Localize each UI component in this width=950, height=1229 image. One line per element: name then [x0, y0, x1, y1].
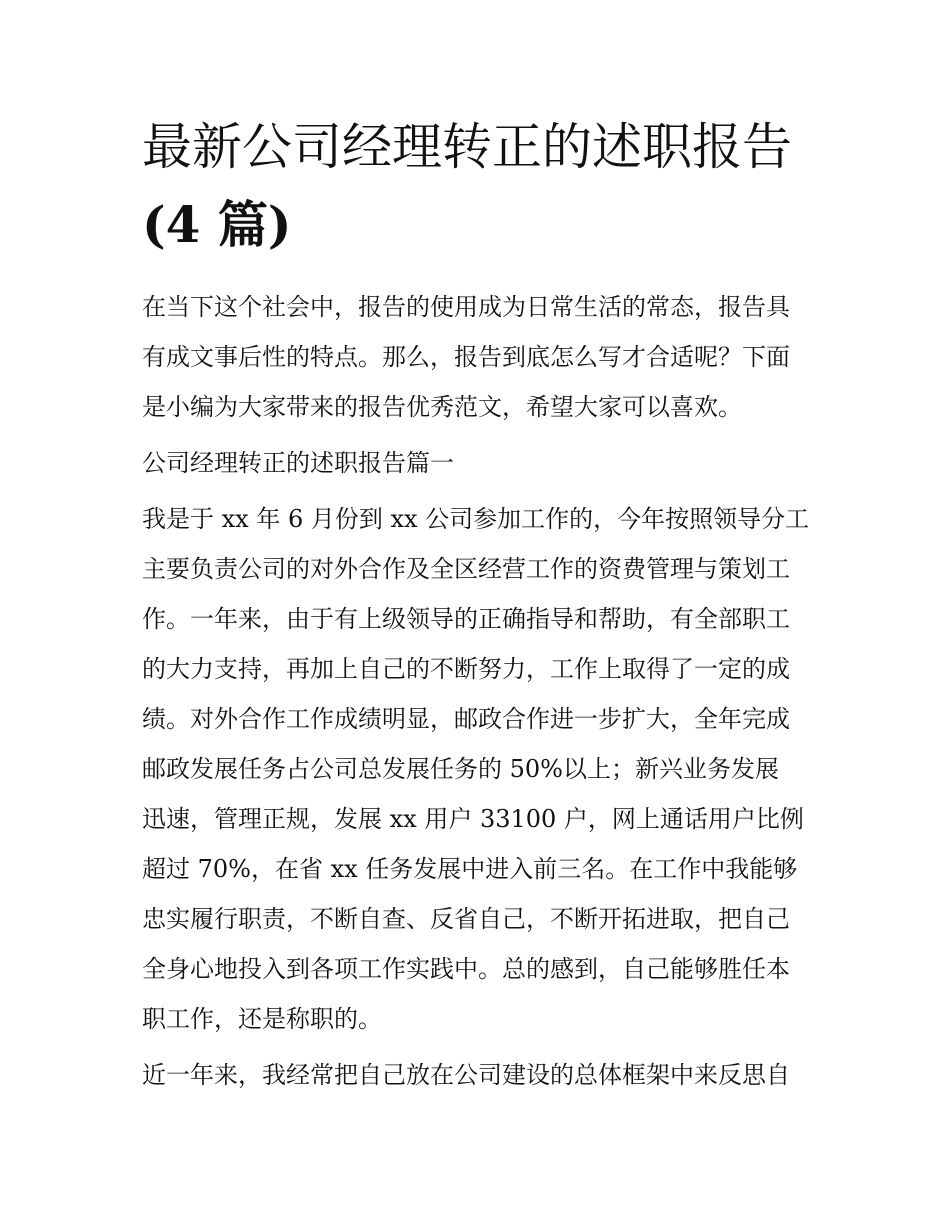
intro-line: 在当下这个社会中，报告的使用成为日常生活的常态，报告具 — [142, 293, 790, 321]
body-line: 全身心地投入到各项工作实践中。总的感到，自己能够胜任本 — [142, 955, 790, 983]
body-line: 绩。对外合作工作成绩明显，邮政合作进一步扩大，全年完成 — [142, 705, 790, 733]
body-paragraph-1 — [142, 494, 814, 1044]
body-line: 主要负责公司的对外合作及全区经营工作的资费管理与策划工 — [142, 555, 790, 583]
body-line: 近一年来，我经常把自己放在公司建设的总体框架中来反思自 — [142, 1061, 790, 1089]
document-title — [142, 108, 814, 264]
intro-line: 有成文事后性的特点。那么，报告到底怎么写才合适呢？下面 — [142, 343, 790, 371]
body-line: 我是于 xx 年 6 月份到 xx 公司参加工作的，今年按照领导分工 — [142, 505, 810, 533]
document-body — [142, 108, 814, 1106]
body-line: 忠实履行职责，不断自查、反省自己，不断开拓进取，把自己 — [142, 905, 790, 933]
body-line: 的大力支持，再加上自己的不断努力，工作上取得了一定的成 — [142, 655, 790, 683]
body-line: 迅速，管理正规，发展 xx 用户 33100 户，网上通话用户比例 — [142, 805, 804, 833]
title-line-1: 最新公司经理转正的述职报告 — [142, 118, 792, 176]
body-paragraph-2 — [142, 1050, 814, 1100]
body-line: 职工作，还是称职的。 — [142, 1005, 382, 1033]
intro-line: 是小编为大家带来的报告优秀范文，希望大家可以喜欢。 — [142, 393, 742, 421]
section-heading: 公司经理转正的述职报告篇一 — [142, 449, 454, 477]
body-line: 超过 70%，在省 xx 任务发展中进入前三名。在工作中我能够 — [142, 855, 798, 883]
body-line: 作。一年来，由于有上级领导的正确指导和帮助，有全部职工 — [142, 605, 790, 633]
body-line: 邮政发展任务占公司总发展任务的 50%以上；新兴业务发展 — [142, 755, 779, 783]
intro-paragraph — [142, 282, 814, 432]
title-line-2: (4 篇) — [142, 195, 292, 254]
